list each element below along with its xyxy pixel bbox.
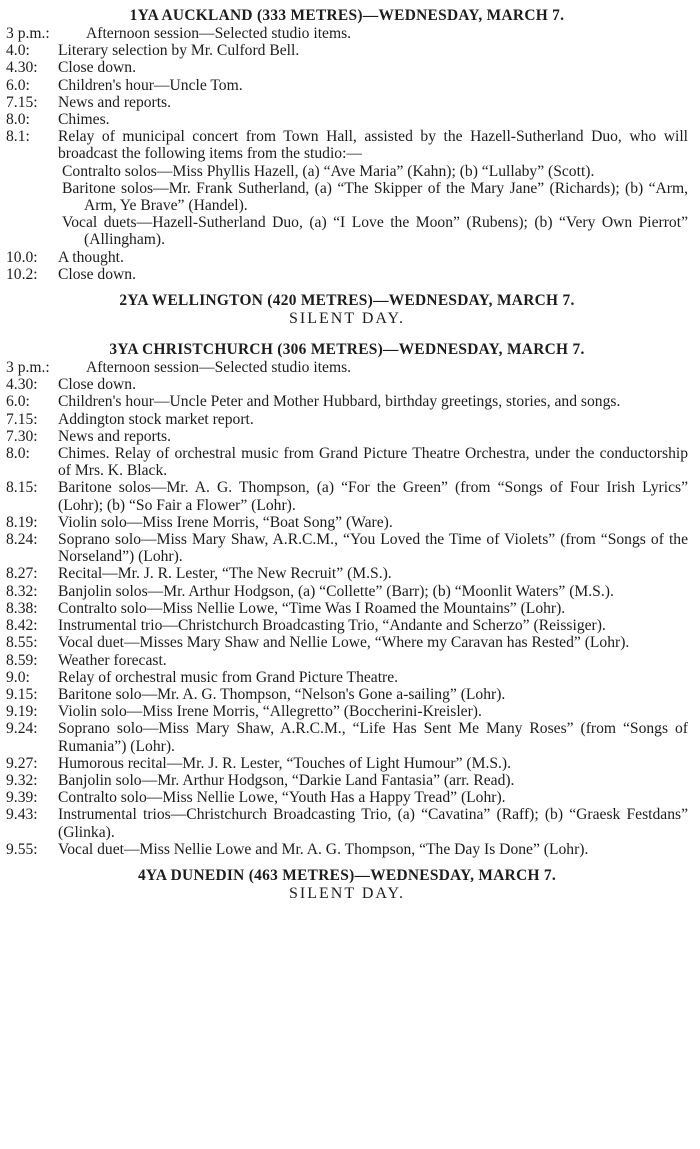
schedule-entry bbox=[6, 600, 688, 617]
entry-time: 10.0: bbox=[6, 248, 38, 266]
entry-text: Close down. bbox=[58, 59, 136, 77]
entry-time: 7.15: bbox=[6, 410, 38, 428]
schedule-entry bbox=[6, 249, 688, 266]
entry-text: Children's hour—Uncle Tom. bbox=[58, 76, 243, 94]
entry-text: Relay of municipal concert from Town Hall, assisted by the Hazell-Sutherland Duo, who will broadcast the following items from the studio:— bbox=[58, 128, 688, 163]
entry-time: 9.15: bbox=[6, 685, 38, 703]
entry-text: Addington stock market report. bbox=[58, 410, 254, 428]
schedule-entry bbox=[6, 617, 688, 634]
dunedin-section bbox=[6, 866, 688, 903]
auckland-heading: 1YA AUCKLAND (333 METRES)—WEDNESDAY, MARCH 7. bbox=[129, 7, 565, 24]
entry-text: Baritone solos—Mr. A. G. Thompson, (a) “For the Green” (from “Songs of Four Irish Lyrics” (Lohr); (b) “So Fair a Flower” (Lohr). bbox=[58, 479, 688, 514]
entry-time: 9.32: bbox=[6, 771, 38, 789]
schedule-entry bbox=[6, 393, 688, 410]
entry-time: 4.30: bbox=[6, 59, 38, 77]
schedule-entry bbox=[6, 411, 688, 428]
christchurch-entries bbox=[6, 359, 688, 858]
auckland-entries bbox=[6, 25, 688, 163]
entry-text: Banjolin solo—Mr. Arthur Hodgson, “Darkie Land Fantasia” (arr. Read). bbox=[58, 771, 515, 789]
entry-time: 9.0: bbox=[6, 668, 30, 686]
schedule-entry bbox=[6, 77, 688, 94]
schedule-entry bbox=[6, 720, 688, 754]
schedule-entry bbox=[6, 565, 688, 582]
schedule-entry bbox=[6, 428, 688, 445]
schedule-entry bbox=[6, 266, 688, 283]
entry-text: Vocal duet—Misses Mary Shaw and Nellie Lowe, “Where my Caravan has Rested” (Lohr). bbox=[58, 634, 630, 652]
entry-time: 4.30: bbox=[6, 376, 38, 394]
entry-text: Chimes. Relay of orchestral music from Grand Picture Theatre Orchestra, under the conductorship of Mrs. K. Black. bbox=[58, 445, 688, 480]
entry-time: 8.24: bbox=[6, 531, 38, 549]
schedule-entry bbox=[6, 94, 688, 111]
schedule-entry bbox=[6, 789, 688, 806]
entry-time: 8.0: bbox=[6, 445, 30, 463]
wellington-silent-day: SILENT DAY. bbox=[289, 310, 405, 328]
entry-text: Violin solo—Miss Irene Morris, “Boat Song” (Ware). bbox=[58, 513, 393, 531]
entry-text: Literary selection by Mr. Culford Bell. bbox=[58, 42, 300, 60]
schedule-entry bbox=[6, 686, 688, 703]
entry-time: 6.0: bbox=[6, 393, 30, 411]
entry-text: Close down. bbox=[58, 265, 136, 283]
schedule-entry bbox=[6, 25, 688, 42]
entry-text: News and reports. bbox=[58, 427, 172, 445]
studio-item: Contralto solos—Miss Phyllis Hazell, (a) “Ave Maria” (Kahn); (b) “Lullaby” (Scott). bbox=[62, 162, 595, 180]
entry-text: Chimes. bbox=[58, 111, 110, 129]
entry-time: 9.39: bbox=[6, 789, 38, 807]
entry-time: 9.43: bbox=[6, 806, 38, 824]
schedule-entry bbox=[6, 445, 688, 479]
schedule-entry bbox=[6, 652, 688, 669]
schedule-entry bbox=[6, 806, 688, 840]
entry-time: 8.19: bbox=[6, 513, 38, 531]
entry-text: A thought. bbox=[58, 248, 124, 266]
entry-text: Close down. bbox=[58, 376, 136, 394]
entry-text: Instrumental trios—Christchurch Broadcasting Trio, (a) “Cavatina” (Raff); (b) “Graesk Festdans” (Glinka). bbox=[58, 806, 688, 841]
schedule-entry bbox=[6, 59, 688, 76]
entry-time: 8.38: bbox=[6, 599, 38, 617]
entry-text: Recital—Mr. J. R. Lester, “The New Recruit” (M.S.). bbox=[58, 565, 392, 583]
entry-text: Afternoon session—Selected studio items. bbox=[86, 25, 352, 42]
entry-time: 9.24: bbox=[6, 720, 38, 738]
entry-time: 4.0: bbox=[6, 42, 30, 60]
entry-time: 7.15: bbox=[6, 93, 38, 111]
entry-text: Soprano solo—Miss Mary Shaw, A.R.C.M., “You Loved the Time of Violets” (from “Songs of the Norseland”) (Lohr). bbox=[58, 531, 688, 566]
wellington-heading: 2YA WELLINGTON (420 METRES)—WEDNESDAY, MARCH 7. bbox=[119, 292, 575, 310]
schedule-entry bbox=[6, 634, 688, 651]
entry-text: Soprano solo—Miss Mary Shaw, A.R.C.M., “Life Has Sent Me Many Roses” (from “Songs of Rumania”) (Lohr). bbox=[58, 720, 688, 755]
dunedin-silent-day: SILENT DAY. bbox=[289, 884, 405, 902]
entry-time: 9.55: bbox=[6, 840, 38, 858]
entry-text: Baritone solo—Mr. A. G. Thompson, “Nelson's Gone a-sailing” (Lohr). bbox=[58, 685, 506, 703]
entry-time: 8.1: bbox=[6, 128, 30, 146]
schedule-entry bbox=[6, 583, 688, 600]
auckland-section bbox=[6, 6, 688, 283]
studio-item: Vocal duets—Hazell-Sutherland Duo, (a) “I Love the Moon” (Rubens); (b) “Very Own Pierrot” (Allingham). bbox=[62, 214, 688, 249]
schedule-entry bbox=[6, 479, 688, 513]
entry-time: 8.55: bbox=[6, 634, 38, 652]
schedule-entry bbox=[6, 772, 688, 789]
entry-time: 8.0: bbox=[6, 111, 30, 129]
entry-time: 8.15: bbox=[6, 479, 38, 497]
wellington-section bbox=[6, 291, 688, 328]
studio-item: Baritone solos—Mr. Frank Sutherland, (a) “The Skipper of the Mary Jane” (Richards); (b) “Arm, Arm, Ye Brave” (Handel). bbox=[62, 179, 688, 215]
entry-time: 8.32: bbox=[6, 582, 38, 600]
schedule-entry bbox=[6, 755, 688, 772]
schedule-entry bbox=[6, 376, 688, 393]
entry-time: 8.42: bbox=[6, 617, 38, 635]
schedule-entry bbox=[6, 531, 688, 565]
entry-text: Instrumental trio—Christchurch Broadcasting Trio, “Andante and Scherzo” (Reissiger). bbox=[58, 617, 606, 635]
entry-text: Banjolin solos—Mr. Arthur Hodgson, (a) “Collette” (Barr); (b) “Moonlit Waters” (M.S.). bbox=[58, 582, 614, 600]
entry-time: 7.30: bbox=[6, 427, 38, 445]
schedule-entry bbox=[6, 111, 688, 128]
entry-time: 9.19: bbox=[6, 703, 38, 721]
entry-text: Contralto solo—Miss Nellie Lowe, “Time Was I Roamed the Mountains” (Lohr). bbox=[58, 599, 566, 617]
entry-time: 8.27: bbox=[6, 565, 38, 583]
schedule-entry bbox=[6, 703, 688, 720]
entry-text: Children's hour—Uncle Peter and Mother Hubbard, birthday greetings, stories, and songs. bbox=[58, 393, 621, 411]
christchurch-section bbox=[6, 340, 688, 858]
entry-time: 6.0: bbox=[6, 76, 30, 94]
entry-time: 3 p.m.: bbox=[6, 25, 50, 42]
entry-time: 9.27: bbox=[6, 754, 38, 772]
schedule-entry bbox=[6, 42, 688, 59]
christchurch-heading: 3YA CHRISTCHURCH (306 METRES)—WEDNESDAY, MARCH 7. bbox=[109, 341, 585, 359]
entry-text: Weather forecast. bbox=[58, 651, 167, 669]
auckland-closing bbox=[6, 249, 688, 283]
entry-text: Vocal duet—Miss Nellie Lowe and Mr. A. G. Thompson, “The Day Is Done” (Lohr). bbox=[58, 840, 589, 858]
entry-time: 3 p.m.: bbox=[6, 359, 50, 377]
entry-text: Relay of orchestral music from Grand Picture Theatre. bbox=[58, 668, 399, 686]
dunedin-heading: 4YA DUNEDIN (463 METRES)—WEDNESDAY, MARCH 7. bbox=[137, 866, 557, 884]
schedule-entry bbox=[6, 841, 688, 858]
entry-text: News and reports. bbox=[58, 93, 172, 111]
entry-text: Humorous recital—Mr. J. R. Lester, “Touches of Light Humour” (M.S.). bbox=[58, 754, 512, 772]
auckland-items bbox=[6, 163, 688, 249]
schedule-entry bbox=[6, 128, 688, 162]
entry-time: 10.2: bbox=[6, 265, 38, 283]
schedule-entry bbox=[6, 359, 688, 376]
entry-text: Violin solo—Miss Irene Morris, “Allegretto” (Boccherini-Kreisler). bbox=[58, 703, 482, 721]
schedule-entry bbox=[6, 669, 688, 686]
entry-text: Afternoon session—Selected studio items. bbox=[86, 359, 352, 377]
entry-text: Contralto solo—Miss Nellie Lowe, “Youth Has a Happy Tread” (Lohr). bbox=[58, 789, 506, 807]
schedule-entry bbox=[6, 514, 688, 531]
entry-time: 8.59: bbox=[6, 651, 38, 669]
